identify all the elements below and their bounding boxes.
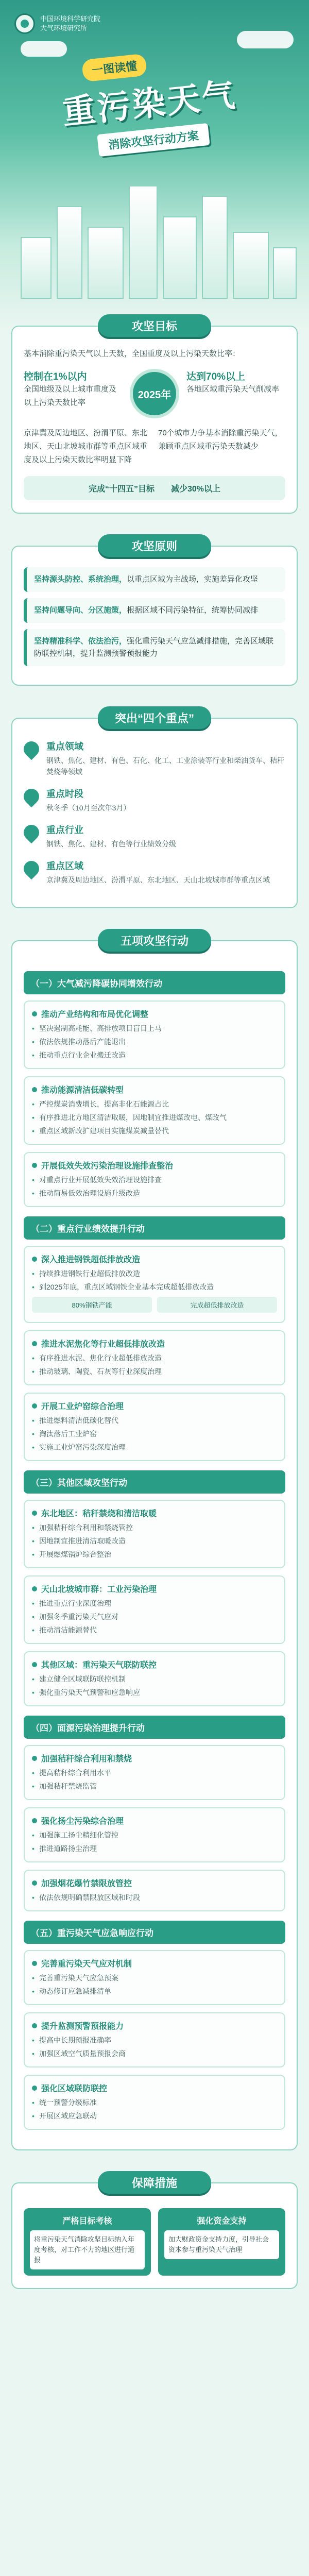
goal-year-badge: 2025年 <box>130 369 179 418</box>
focus-item: 重点区域 京津冀及周边地区、汾渭平原、东北地区、天山北坡城市群等重点区域 <box>24 859 285 886</box>
header-banner <box>0 0 309 330</box>
tag-label: 一图读懂 <box>81 54 147 82</box>
action-band: （二）重点行业绩效提升行动 <box>24 1216 285 1240</box>
org-name: 中国环境科学研究院 <box>40 15 101 23</box>
section-heading: 攻坚目标 <box>98 314 211 337</box>
bullet-dot-icon <box>32 1087 37 1092</box>
org-sub: 大气环境研究所 <box>40 24 88 32</box>
actions-section <box>11 929 298 2150</box>
focus-card <box>11 718 298 908</box>
org-branding <box>14 13 100 34</box>
focus-item: 重点行业 钢铁、焦化、建材、有色等行业绩效分级 <box>24 823 285 850</box>
bullet-dot-icon <box>32 2023 37 2028</box>
page-title: 重污染天气 <box>60 76 239 131</box>
goal-right-number: 达到70%以上 <box>186 371 246 382</box>
location-pin-icon <box>21 822 42 843</box>
principle-item: 坚持源头防控、系统治理，以重点区域为主战场，实施差异化攻坚 <box>24 567 285 592</box>
cloud-icon <box>237 31 294 48</box>
action-task: 其他区域：重污染天气联防联控 • 建立健全区域联防联控机制 • 强化重污染天气预警和应急响应 <box>24 1651 285 1706</box>
principle-card <box>11 546 298 686</box>
principle-item: 坚持问题导向、分区施策，根据区域不同污染特征，统筹协同减排 <box>24 598 285 623</box>
bullet-dot-icon <box>32 1511 37 1516</box>
action-band: （三）其他区域攻坚行动 <box>24 1470 285 1494</box>
building-icon <box>163 216 197 299</box>
building-icon <box>57 206 82 299</box>
goal-section <box>11 314 298 514</box>
action-task: 深入推进钢铁超低排放改造 • 持续推进钢铁行业超低排放改造 • 到2025年底，重点区域钢铁企业基本完成超低排放改造 80%钢铁产能 完成超低排放改造 <box>24 1246 285 1323</box>
actions-card <box>11 940 298 2150</box>
guarantee-section <box>11 2171 298 2289</box>
building-icon <box>233 232 269 299</box>
guarantee-box: 严格目标考核 将重污染天气消除攻坚目标纳入年度考核，对工作不力的地区进行通报 <box>24 2208 151 2276</box>
action-task: 强化扬尘污染综合治理 • 加强施工扬尘精细化管控 • 推进道路扬尘治理 <box>24 1807 285 1862</box>
bullet-dot-icon <box>32 1756 37 1761</box>
building-icon <box>21 237 52 299</box>
action-task: 开展低效失效污染治理设施排查整治 • 对重点行业开展低效失效治理设施排查 • 推动简易低效治理设施升级改造 <box>24 1152 285 1207</box>
goal-left-number: 控制在1%以内 <box>24 371 87 382</box>
action-band: （四）面源污染治理提升行动 <box>24 1716 285 1739</box>
goal-card <box>11 326 298 514</box>
principle-item: 坚持精准科学、依法治污，强化重污染天气应急减排措施，完善区域联防联控机制，提升监测预警预报能力 <box>24 629 285 666</box>
action-task: 东北地区：秸秆禁烧和清洁取暖 • 加强秸秆综合利用和禁烧管控 • 因地制宜推进清洁取暖改造 • 开展燃煤锅炉综合整治 <box>24 1500 285 1568</box>
action-task: 开展工业炉窑综合治理 • 推进燃料清洁低碳化替代 • 淘汰落后工业炉窑 • 实施工业炉窑污染深度治理 <box>24 1393 285 1461</box>
bullet-dot-icon <box>32 1586 37 1591</box>
building-icon <box>88 227 124 299</box>
bullet-dot-icon <box>32 1011 37 1016</box>
location-pin-icon <box>21 738 42 760</box>
section-heading: 保障措施 <box>98 2171 211 2194</box>
bullet-dot-icon <box>32 1403 37 1409</box>
page-subtitle: 消除攻坚行动方案 <box>97 123 210 157</box>
action-task: 加强秸秆综合利用和禁烧 • 提高秸秆综合利用水平 • 加强秸秆禁烧监管 <box>24 1745 285 1800</box>
action-task: 推动能源清洁低碳转型 • 严控煤炭消费增长，提高非化石能源占比 • 有序推进北方地区清洁取暖，因地制宜推进煤改电、煤改气 • 重点区域新改扩建项目实施煤炭减量替代 <box>24 1076 285 1145</box>
principle-section <box>11 534 298 686</box>
stat-row: 80%钢铁产能 完成超低排放改造 <box>32 1297 277 1313</box>
action-task: 完善重污染天气应对机制 • 完善重污染天气应急预案 • 动态修订应急减排清单 <box>24 1950 285 2005</box>
action-task: 天山北坡城市群：工业污染治理 • 推进重点行业深度治理 • 加强冬季重污染天气应对 • 推动清洁能源替代 <box>24 1575 285 1644</box>
goal-note: 完成“十四五”目标 减少30%以上 <box>24 476 285 500</box>
bullet-dot-icon <box>32 1163 37 1168</box>
goal-bottom-left: 京津冀及周边地区、汾渭平原、东北地区、天山北坡城市群等重点区域重度及以上污染天数比率明显下降 <box>24 429 148 464</box>
goal-right-text: 各地区域重污染天气削减率 <box>186 385 280 394</box>
action-task: 强化区域联防联控 • 统一预警分级标准 • 开展区域应急联动 <box>24 2075 285 2130</box>
bullet-dot-icon <box>32 1341 37 1346</box>
action-band: （一）大气减污降碳协同增效行动 <box>24 971 285 994</box>
focus-item: 重点领域 钢铁、焦化、建材、有色、石化、化工、工业涂装等行业和柴油货车、秸秆焚烧等领域 <box>24 739 285 777</box>
goal-left-text: 全国地级及以上城市重度及以上污染天数比率 <box>24 385 117 407</box>
bullet-dot-icon <box>32 1662 37 1667</box>
action-task: 提升监测预警预报能力 • 提高中长期预报准确率 • 加强区域空气质量预报会商 <box>24 2012 285 2067</box>
focus-section <box>11 706 298 908</box>
action-band: （五）重污染天气应急响应行动 <box>24 1921 285 1944</box>
cloud-icon <box>21 41 67 57</box>
goal-bottom-right: 70个城市力争基本消除重污染天气，兼顾重点区域重污染天数减少 <box>158 429 283 451</box>
location-pin-icon <box>21 858 42 879</box>
bullet-dot-icon <box>32 1257 37 1262</box>
action-task: 推进水泥焦化等行业超低排放改造 • 有序推进水泥、焦化行业超低排放改造 • 推动玻璃、陶瓷、石灰等行业深度治理 <box>24 1330 285 1385</box>
goal-intro: 基本消除重污染天气以上天数，全国重度及以上污染天数比率： <box>24 349 241 358</box>
section-heading: 突出“四个重点” <box>98 706 211 729</box>
focus-item: 重点时段 秋冬季（10月至次年3月） <box>24 787 285 814</box>
section-heading: 五项攻坚行动 <box>98 929 211 952</box>
building-icon <box>202 196 228 299</box>
building-icon <box>129 185 158 299</box>
location-pin-icon <box>21 786 42 807</box>
guarantee-box: 强化资金支持 加大财政资金支持力度，引导社会资本参与重污染天气治理 <box>158 2208 285 2276</box>
bullet-dot-icon <box>32 1880 37 1886</box>
action-task: 推动产业结构和布局优化调整 • 坚决遏制高耗能、高排放项目盲目上马 • 依法依规推动落后产能退出 • 推动重点行业企业搬迁改造 <box>24 1001 285 1069</box>
action-task: 加强烟花爆竹禁限放管控 • 依法依规明确禁限放区域和时段 <box>24 1870 285 1911</box>
city-skyline <box>0 165 309 299</box>
bullet-dot-icon <box>32 2086 37 2091</box>
org-logo-icon <box>14 13 35 34</box>
bullet-dot-icon <box>32 1818 37 1823</box>
bullet-dot-icon <box>32 1961 37 1966</box>
guarantee-card <box>11 2182 298 2289</box>
building-icon <box>273 247 297 299</box>
section-heading: 攻坚原则 <box>98 534 211 557</box>
